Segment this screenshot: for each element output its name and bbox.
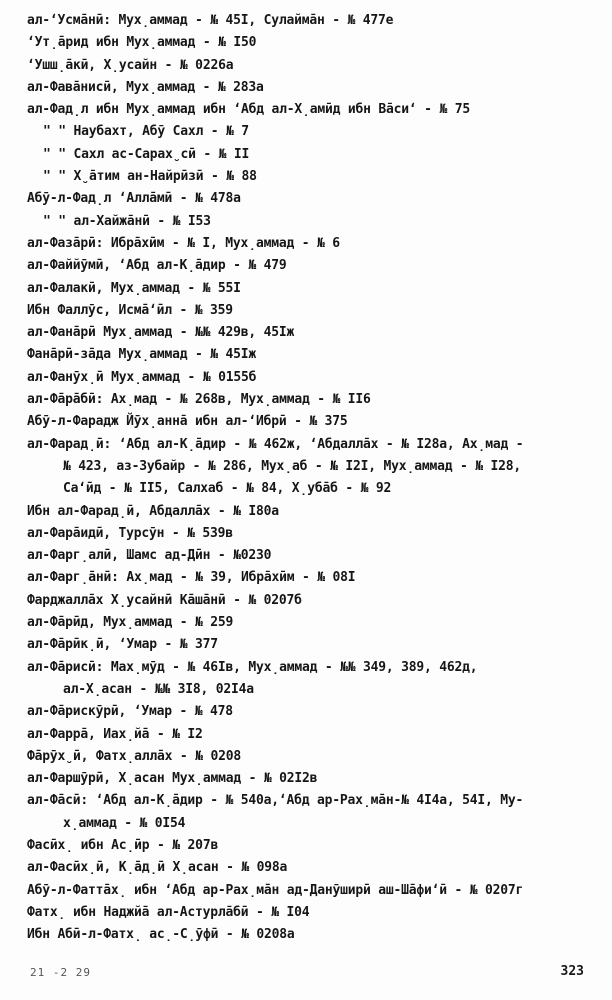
index-entry: Ибн Абӣ-л-Фатх̣ ас̣-С̣ӯфӣ - № 0208а: [27, 927, 295, 943]
print-code: 21 -2 29: [30, 966, 91, 979]
index-entry: Фарджалла̄х Х̣усайнӣ Ка̄ша̄нӣ - № 0207б: [27, 592, 302, 608]
index-entry: ал-Фава̄нисӣ, Мух̣аммад - № 283а: [27, 79, 264, 95]
index-entry: Ибн ал-Фарад̣ӣ, Абдалла̄х - № I80а: [27, 503, 279, 519]
index-entry: ал-Фасӣх̣ӣ, К̣а̄д̣ӣ Х̣асан - № 098а: [27, 860, 288, 876]
index-entry: " " Х̮а̄тим ан-Найрӣзӣ - № 88: [43, 169, 257, 185]
index-entry: " " ал-Хайжа̄нӣ - № I53: [43, 213, 211, 229]
index-entry: ал-Фара̄идӣ, Турсӯн - № 539в: [27, 525, 233, 541]
index-entry-continuation: Саʻӣд - № II5, Салхаб - № 84, Х̣уба̄б - № 92: [63, 481, 392, 497]
index-entry: Фасӣх̣ ибн Ас̣ӣр - № 207в: [27, 837, 219, 853]
index-entry: ал-Фарг̣алӣ, Шамс ад-Дӣн - №0230: [27, 548, 272, 564]
index-entry: Абӯ-л-Фарадж Йӯх̣анна̄ ибн ал-ʻИбрӣ - № 375: [27, 414, 348, 430]
index-entry-list: [27, 10, 597, 946]
index-entry: ал-Фад̣л ибн Мух̣аммад ибн ʻАбд ал-Х̣амӣд ибн Ва̄сиʻ - № 75: [27, 102, 470, 118]
index-entry: ал-Файйӯмӣ, ʻАбд ал-К̣а̄дир - № 479: [27, 258, 287, 274]
index-entry: ʻУшш̣а̄кӣ, Х̣усайн - № 0226а: [27, 57, 234, 73]
index-entry: ал-Фа̄рӣд, Мух̣аммад - № 259: [27, 615, 234, 631]
index-entry: ал-Фа̄ра̄бӣ: Ах̣мад - № 268в, Мух̣аммад - № II6: [27, 392, 371, 408]
index-entry: ал-Фарад̣ӣ: ʻАбд ал-К̣а̄дир - № 462ж, ʻАбдалла̄х - № I28а, Ах̣мад -: [27, 436, 524, 452]
index-entry: ал-Фа̄рисӣ: Мах̣мӯд - № 46Iв, Мух̣аммад - №№ 349, 389, 462д,: [27, 659, 478, 675]
index-entry: Абӯ-л-Фад̣л ʻАлла̄мӣ - № 478а: [27, 191, 241, 207]
index-entry: Абӯ-л-Фатта̄х̣ ибн ʻАбд ар-Рах̣ма̄н ад-Данӯширӣ аш-Ша̄фиʻӣ - № 0207г: [27, 882, 524, 898]
index-entry: ал-Фаршӯрӣ, Х̣асан Мух̣аммад - № 02I2в: [27, 771, 318, 787]
page-number: 323: [560, 964, 584, 979]
index-entry: ал-Фалакӣ, Мух̣аммад - № 55I: [27, 280, 241, 296]
index-entry: ал-Фана̄рӣ Мух̣аммад - №№ 429в, 45Iж: [27, 325, 295, 341]
index-entry: ал-Фа̄сӣ: ʻАбд ал-К̣а̄дир - № 540а,ʻАбд ар-Рах̣ма̄н-№ 4I4а, 54I, Му-: [27, 793, 524, 809]
index-entry-continuation: № 423, аз-Зубайр - № 286, Мух̣аб - № I2I, Мух̣аммад - № I28,: [63, 458, 521, 474]
index-entry: ал-Фа̄рӣк̣ӣ, ʻУмар - № 377: [27, 637, 218, 653]
index-entry: ал-Фаза̄рӣ: Ибра̄хӣм - № I, Мух̣аммад - № 6: [27, 235, 340, 251]
index-entry: ʻУт̣а̄рид ибн Мух̣аммад - № I50: [27, 35, 257, 51]
index-entry: ал-Фарг̣а̄нӣ: Ах̣мад - № 39, Ибра̄хӣм - № 08I: [27, 570, 356, 586]
index-entry: ал-ʻУсма̄нӣ: Мух̣аммад - № 45I, Сулайма̄н - № 477е: [27, 13, 394, 28]
index-entry: " " Сахл ас-Сарах̮сӣ - № II: [43, 146, 250, 162]
index-entry: Фана̄рӣ-за̄да Мух̣аммад - № 45Iж: [27, 347, 256, 363]
index-entry: ал-Фанӯх̣ӣ Мух̣аммад - № 0155б: [27, 369, 257, 385]
index-entry-continuation: ал-Х̣асан - №№ 3I8, 02I4а: [63, 681, 254, 697]
index-entry: " " Наубахт, Абӯ Сахл - № 7: [43, 124, 249, 140]
index-entry: Фа̄рӯх̮ӣ, Фатх̣алла̄х - № 0208: [27, 748, 241, 764]
index-entry: Фатх̣ ибн Наджйа̄ ал-Астурла̄бӣ - № I04: [27, 904, 310, 920]
index-entry-continuation: х̣аммад - № 0I54: [63, 815, 186, 831]
index-entry: ал-Фа̄рискӯрӣ, ʻУмар - № 478: [27, 704, 233, 720]
index-entry: Ибн Фаллӯс, Исма̄ʻӣл - № 359: [27, 302, 233, 318]
index-entry: ал-Фарра̄, Иах̣йа̄ - № I2: [27, 726, 203, 742]
